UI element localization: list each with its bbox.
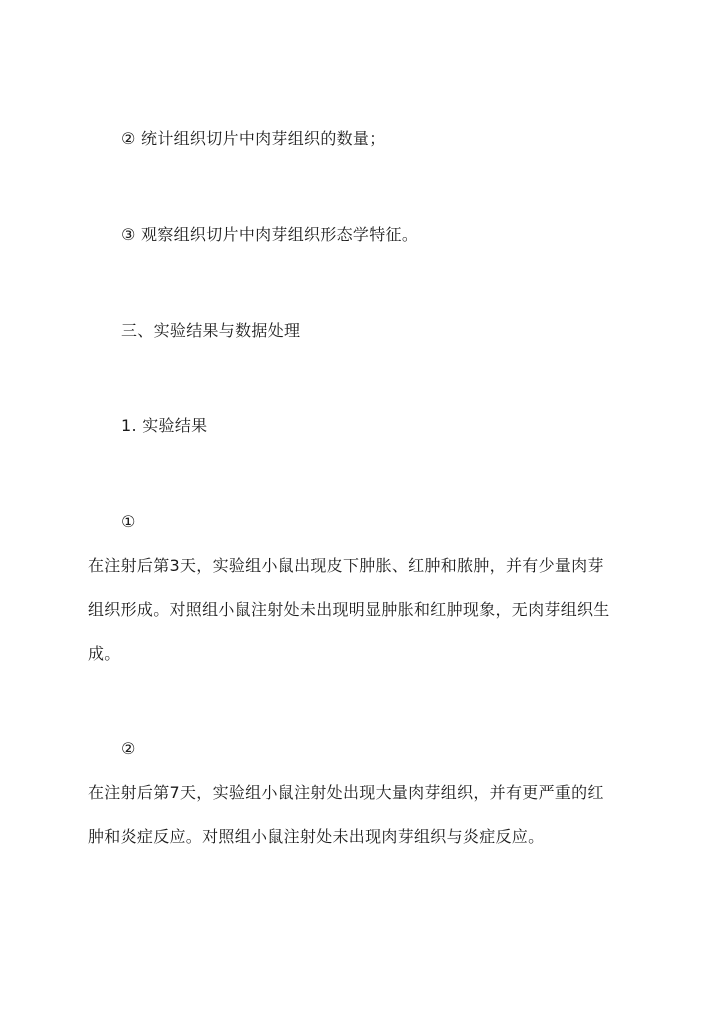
step-2-text: ② 统计组织切片中肉芽组织的数量； <box>121 129 386 148</box>
section-heading: 三、实验结果与数据处理 <box>121 321 301 340</box>
result-1-line-3: 成。 <box>88 644 121 663</box>
step-3-text: ③ 观察组织切片中肉芽组织形态学特征。 <box>121 225 419 244</box>
subsection-heading: 1. 实验结果 <box>121 416 208 435</box>
result-marker-2: ② <box>121 739 136 758</box>
result-2-line-2: 肿和炎症反应。对照组小鼠注射处未出现肉芽组织与炎症反应。 <box>88 827 545 846</box>
result-2-line-1: 在注射后第7天，实验组小鼠注射处出现大量肉芽组织，并有更严重的红 <box>88 783 604 802</box>
result-marker-1: ① <box>121 512 136 531</box>
result-1-line-2: 组织形成。对照组小鼠注射处未出现明显肿胀和红肿现象，无肉芽组织生 <box>88 600 610 619</box>
result-1-line-1: 在注射后第3天，实验组小鼠出现皮下肿胀、红肿和脓肿，并有少量肉芽 <box>88 556 604 575</box>
